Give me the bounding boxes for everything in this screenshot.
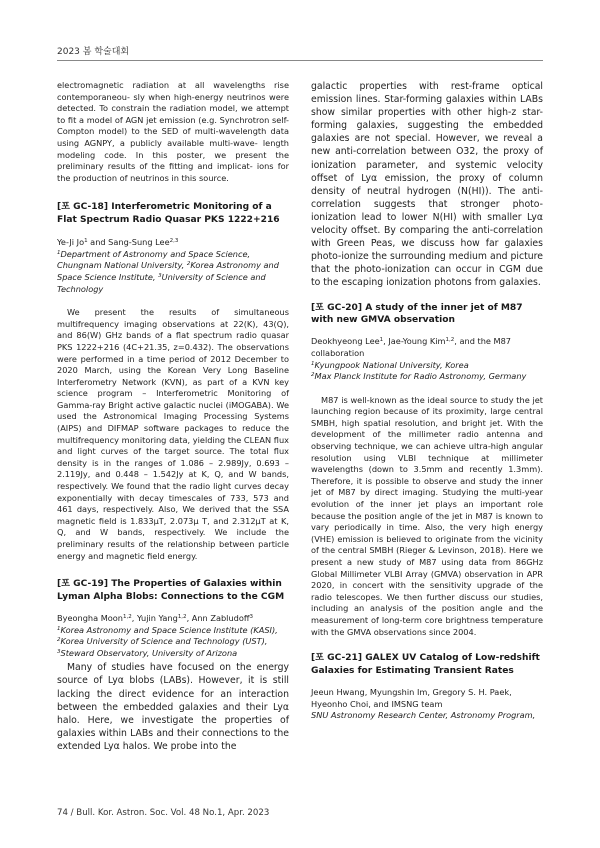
running-header: 2023 봄 학술대회 [57, 47, 130, 57]
header-rule [57, 60, 543, 61]
gc20-abstract: M87 is well-known as the ideal source to study the jet launching region because of its proximity, large central SMBH, high spatial resolution, and bright jet. With the development of the millimeter radio antenna and observing technique, we can achieve ultra-high angular resolution using VLBI technique at millimeter wavelengths (down to 3.5mm and recently 1.3mm). Therefore, it is possible to observe and study the inner jet of M87 by direct imaging. Studying the multi-year evolution of the inner jet plays an important role because the position angle of the jet in M87 is known to vary periodically in time. Also, the very high energy (VHE) emission is believed to originate from the vicinity of the central SMBH (Rieger & Levinson, 2018). Here we present a new study of M87 using data from 86GHz Global Millimeter VLBI Array (GMVA) observation in APR 2020, in concert with the sensitivity upgrade of the radio telescopes. We then further discuss our studies, including an analysis of the position angle and the measurement of long-term core brightness temperature with the GMVA observations since 2004. [311, 394, 543, 637]
gc20-authors: Deokhyeong Lee$^1$, Jae-Young Kim$^{1,2}$, and the M87 collaboration [311, 336, 512, 358]
gc18-abstract: We present the results of simultaneous multifrequency imaging observations at 22(K), 43(Q), and 86(W) GHz bands of a flat spectrum radio quasar PKS 1222+216 (4C+21.35, z=0.432). The observations were performed in a time period of 2012 December to 2020 March, using the Korean Very Long Baseline Interferometry Network (KVN), as part of a KVN key science program – Interferometric Monitoring of Gamma-ray Bright active galactic nuclei (iMOGABA). We used the Astronomical Imaging Processing Systems (AIPS) and DIFMAP software packages to reduce the multifrequency monitoring data, yielding the CLEAN flux and light curves of the target source. The total flux density is in the ranges of 1.086 – 2.989Jy, 0.693 – 2.119Jy, and 0.448 – 1.542Jy at K, Q, and W bands, respectively. We found that the radio light curves decay exponentially with decay timescales of 733, 573 and 461 days, respectively. Also, We derived that the SSA magnetic field is 1.833μT, 2.073μ T, and 2.312μT at K, Q, and W bands, respectively. We include the preliminary results of the relationship between particle energy and magnetic field energy. [57, 307, 289, 561]
page-footer: 74 / Bull. Kor. Astron. Soc. Vol. 48 No.1, Apr. 2023 [57, 808, 270, 818]
gc21-title: [포 GC-21] GALEX UV Catalog of Low-redshift Galaxies for Estimating Transient Rates [311, 653, 540, 676]
gc20-title: [포 GC-20] A study of the inner jet of M87 with new GMVA observation [311, 302, 523, 325]
gc18-affiliations: $^1$Department of Astronomy and Space Science, Chungnam National University, $^2$Korea Astronomy and Space Science Institute, $^3$University of Science and Technology [57, 248, 279, 294]
gc19-abstract-continued: galactic properties with rest-frame optical emission lines. Star-forming galaxies within LABs show similar properties with other high-z star-forming galaxies, suggesting the embedded galaxies are not special. However, we reveal a new anti-correlation between O32, the proxy of ionization parameter, and systemic velocity offset of Lyα emission, the proxy of column density of neutral hydrogen (N(HI)). The anti-correlation suggests that stronger photo-ionization lead to lower N(HI) with smaller Lyα velocity offset. By comparing the anti-correlation with Green Peas, we discuss how far galaxies photo-ionize the surrounding medium and picture that the photo-ionization can occur in CGM due to the escaping ionization photons from galaxies. [311, 81, 543, 289]
gc18-authors: Ye-Ji Jo$^1$ and Sang-Sung Lee$^{2,3}$ [57, 237, 179, 248]
right-column [311, 80, 543, 722]
gc19-title: [포 GC-19] The Properties of Galaxies within Lyman Alpha Blobs: Connections to the CGM [57, 579, 285, 602]
gc21-authors: Jeeun Hwang, Myungshin Im, Gregory S. H. Paek, Hyeonho Choi, and IMSNG team [311, 686, 512, 709]
continued-paragraph: electromagnetic radiation at all wavelengths rise contemporaneou- sly when high-energy neutrinos were detected. To constrain the radiation model, we attempt to fit a model of AGN jet emission (e.g. Synchrotron self- Compton model) to the SED of multi-wavelength data using AGNPY, a publicly available multi-wave- length modeling code. In this poster, we present the preliminary results of the fitting and implicat- ions for the production of neutrinos in this source. [57, 80, 289, 183]
gc19-abstract: Many of studies have focused on the energy source of Lyα blobs (LABs). However, it is still lacking the direct evidence for an interaction between the embedded galaxies and their Lyα halo. Here, we investigate the properties of galaxies within LABs and their connections to the extended Lyα halos. We probe into the [57, 662, 289, 752]
gc19-authors: Byeongha Moon$^{1,2}$, Yujin Yang$^{1,2}$, Ann Zabludoff$^3$ [57, 613, 253, 623]
gc20-affiliations: $^1$Kyungpook National University, Korea $^2$Max Planck Institute for Radio Astronomy, Germany [311, 359, 527, 382]
gc18-title: [포 GC-18] Interferometric Monitoring of a Flat Spectrum Radio Quasar PKS 1222+216 [57, 202, 280, 225]
gc21-affiliation: SNU Astronomy Research Center, Astronomy Program, [311, 710, 536, 721]
gc19-affiliations: $^1$Korea Astronomy and Space Science Institute (KASI), $^2$Korea University of Science and Technology (UST), $^3$Steward Observatory, University of Arizona [57, 624, 278, 658]
left-column [57, 80, 289, 753]
